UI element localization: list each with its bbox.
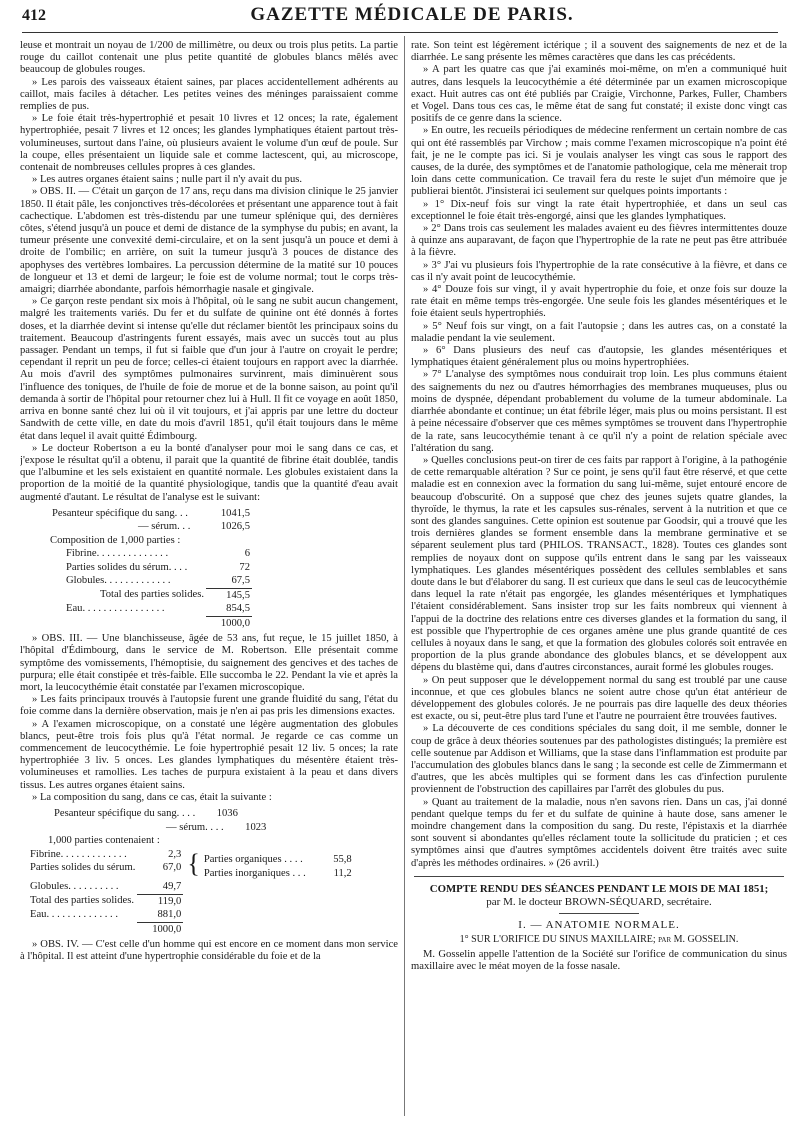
paragraph: M. Gosselin appelle l'attention de la Société sur l'orifice de communication du sinus maxillaire avec le méat moyen de la fosse nasale. <box>411 949 787 973</box>
report-byline: par M. le docteur BROWN-SÉQUARD, secrétaire. <box>486 895 712 908</box>
paragraph: » On peut supposer que le développement normal du sang est troublé par une cause inconnue, et que ces globules blancs ne soient autre chose qu'un état antérieur de développement des globules colorés. Je ne pourrais pas dire laquelle des deux théories est exacte, ou si, peut-être plus tard l'une et l'autre ne pourraient être trouvées fautives. <box>411 674 787 723</box>
paragraph-obs-4: » OBS. IV. — C'est celle d'un homme qui est encore en ce moment dans mon service à l'hôpital. Il est atteint d'une hypertrophie considérable du foie et de la <box>20 939 398 963</box>
journal-title: GAZETTE MÉDICALE DE PARIS. <box>250 4 574 25</box>
table-value: 6 <box>244 548 250 560</box>
table-label: Total des parties solides. <box>30 895 134 907</box>
paragraph-obs-3: » OBS. III. — Une blanchisseuse, âgée de 53 ans, fut reçue, le 15 juillet 1850, à l'hôpital d'Édimbourg, dans le service de M. Robertson. Elle présentait comme symptôme des vomissements, l'hémoptisie, du saignement des gencives et des taches de purpura; elle était constipée et très-faible. Elle succomba le 22. Pendant la vie et après la mort, la leucocythémie était constatée par l'examen microscopique. <box>20 633 398 694</box>
paragraph: » Quant au traitement de la maladie, nous n'en savons rien. Dans un cas, j'ai donné pendant quelque temps du fer et du sulfate de quinine à haute dose, sans amener le moindre changement dans la composition du sang. Du reste, l'épistaxis et la diarrhée sont souvent si abondantes qu'elles réclament toute la sollicitude du praticien ; et ces symptômes ainsi que d'autres symptômes accidentels doivent être traités avec suite d'après les méthodes ordinaires. » (26 avril.) <box>411 796 787 869</box>
paragraph: » 3° J'ai vu plusieurs fois l'hypertrophie de la rate consécutive à la fièvre, et dans ce cas il n'y avait point de leucocythémie. <box>411 259 787 283</box>
paragraph: » Les autres organes étaient sains ; nulle part il n'y avait du pus. <box>32 174 303 186</box>
paragraph: » 4° Douze fois sur vingt, il y avait hypertrophie du foie, et onze fois sur douze la rate était en même temps très-engorgée. Une seule fois les glandes mésentériques et le foie étaient seuls hypertrophiés. <box>411 284 787 320</box>
table-label: Eau. . . . . . . . . . . . . . <box>30 909 118 921</box>
table-label <box>28 807 356 821</box>
paragraph-obs-2: » OBS. II. — C'était un garçon de 17 ans, reçu dans ma division clinique le 25 janvier 1850. Il était pâle, les conjonctives très-décolorées et présentant une apparence tout à fait cachectique. L'abdomen est très-distendu par une tumeur splénique qui, des dernières côtes, s'étend jusqu'à un pouce et demi de distance de la symphyse du pubis; en avant, la tumeur présente une convexité demi-circulaire, et on la sent jusqu'à un pouce et demi à droite de l'ombilic; en arrière, on suit la tumeur jusqu'à 3 pouces de distance des apophyses des vertèbres lombaires. La percussion détermine de la matité sur 10 pouces de longueur et 13 et demi de largeur; le foie est de volume normal; tout le corps très-amaigri; diarrhée abondante, parfois hémorrhagie nasale et gingivale. <box>20 186 398 296</box>
left-column <box>20 40 398 1115</box>
table-label: Parties solides du sérum. . . . <box>66 561 188 573</box>
table-value: 145,5 <box>206 588 252 602</box>
short-divider <box>559 913 639 914</box>
table-value: 1000,0 <box>206 616 252 630</box>
page-number: 412 <box>22 7 46 24</box>
paragraph: » Les parois des vaisseaux étaient saines, par places accidentellement adhérents au caillot, mais faciles à détacher. Les petites veines des méninges paraissaient comme remplies de pus. <box>20 76 398 113</box>
table-label: Parties inorganiques . . . <box>203 867 306 879</box>
paragraph: » 6° Dans plusieurs des neuf cas d'autopsie, les glandes mésentériques et lymphatiques étaient généralement plus ou moins hypertrophiées. <box>411 345 787 369</box>
table-value: 67,5 <box>231 575 250 587</box>
paragraph: » 1° Dix-neuf fois sur vingt la rate était hypertrophiée, et dans un seul cas exceptionnel le foie était très-engorgé, ainsi que les glandes lymphatiques. <box>411 198 787 222</box>
table-label: Pesanteur spécifique du sang. . . <box>52 507 188 519</box>
table-value: 67,0 <box>162 862 182 874</box>
table-subtitle: 1,000 parties contenaient : <box>48 835 160 847</box>
table-label: Parties organiques . . . . <box>203 854 303 866</box>
table-label: Fibrine. . . . . . . . . . . . . . <box>66 548 169 560</box>
table-label: — sérum. . . . <box>166 821 224 833</box>
paragraph: » Les faits principaux trouvés à l'autopsie furent une grande fluidité du sang, l'état du foie comme dans la dernière observation, mais je n'en ai pas pris les dimensions exactes. <box>20 694 398 718</box>
table-value: 119,0 <box>137 894 183 908</box>
table-label: Globules. . . . . . . . . . <box>30 881 119 893</box>
column-divider <box>404 36 405 1116</box>
table-value: 55,8 <box>333 854 352 866</box>
table-label: Pesanteur spécifique du sang. . . . <box>54 808 196 820</box>
paragraph: rate. Son teint est légèrement ictérique ; il a souvent des saignements de nez et de la diarrhée. Le sang présente les mêmes caractères que dans les cas précédents. <box>411 40 787 64</box>
right-column <box>411 40 787 1115</box>
table-value: 854,5 <box>226 603 250 615</box>
paragraph: » Le docteur Robertson a eu la bonté d'analyser pour moi le sang dans ce cas, et j'expose le résultat qu'il a obtenu, il parait que la quantité de fibrine était doublée, tandis que l'albumine et les sels existaient en quantité normale. Les globules existaient dans la proportion de la moitié de la quantité physiologique, tandis que la quantité d'eau avait augmenté d'autant. Le résultat de l'analyse est le suivant: <box>20 442 398 503</box>
table-label: Globules. . . . . . . . . . . . . <box>66 575 171 587</box>
paragraph: » A part les quatre cas que j'ai examinés moi-même, on m'en a communiqué huit autres, dans lesquels la leucocythémie a été déterminée par un examen microscopique exact. Huit autres cas ont été publiés par Craigie, Virchonne, Parkes, Fuller, Chambers et Vogel. Dans tous ces cas, le même état de sang fut constaté; il existe donc vingt cas positifs de ce genre dans la science. <box>411 64 787 125</box>
paragraph: » Quelles conclusions peut-on tirer de ces faits par rapport à l'origine, à la pathogénie de cette remarquable altération ? Sur ce point, je sens qu'il faut être réservé, et que cette maladie est en connexion avec la formation du sang lui-même, sujet entouré encore de beaucoup d'obscurité. On a supposé que chez des jeunes sujets quatre glandes, la thyroïde, le thymus, la rate et les capsules sus-rénales, servent à la nutrition et que ce sont des glandes sanguines. Cette opinion est soutenue par Goodsir, qui a trouvé que les trois dernières glandes se forment ensemble dans la membrane germinative et se séparent seulement plus tard (PHILOS. TRANSACT., 1828). Toutes ces glandes sont remplies de noyaux dont on suppose qu'ils entrent dans le sang par les vaisseaux lymphatiques. Les glandes mésentériques possèdent des cellules semblables et sans doute dans le but d'élaborer du sang. Il est curieux que dans le seul cas de leucocythémie dans lequel la rate n'était pas engorgée, les glandes mésentériques et lymphatiques l'étaient considérablement. Sans insister trop sur les faits nombreux qui viennent à l'appui de la doctrine des relations entre ces diverses glandes et la formation du sang, il est possible que l'hypertrophie de ces organes amène une plus grande quantité de ces cellules à noyaux dans le sang, et que la formation des globules colorés soit entravée en proportion de la plus grande abondance des globules blancs, et se développent aux dépens du blastème qui, dans d'autres circonstances, aurait formé les globules rouges. <box>411 454 787 674</box>
table-value: 11,2 <box>333 867 352 879</box>
table-label: Parties solides du sérum. <box>30 862 136 874</box>
blood-analysis-table-1 <box>50 507 252 631</box>
table-label: Total des parties solides. <box>100 589 204 601</box>
brace-glyph: { <box>187 849 200 879</box>
paragraph: » A l'examen microscopique, on a constaté une légère augmentation des globules blancs, peut-être trois fois plus qu'à l'état normal. Je regarde ce cas comme un commencement de leucocythémie. Le foie hypertrophié pesait 12 liv. 5 onces; la rate hypertrophiée 3 liv. 5 onces. Les glandes lymphatiques du mésentère étaient très-volumineuses et ramollies. Les taches de purpura existaient à la peau et dans divers tissus. Les autres organes étaient sains. <box>20 718 398 791</box>
table-value: 72 <box>239 561 250 573</box>
paragraph: » La composition du sang, dans ce cas, était la suivante : <box>32 791 272 803</box>
paragraph: » En outre, les recueils périodiques de médecine renferment un certain nombre de cas qui ont été rassemblés par Virchow ; mais comme l'examen microscopique n'a point été fait, je ne le compte pas ici. Si je voulais analyser les vingt cas sous le rapport des causes, de la durée, des symptômes et de l'anatomie pathologique, cela me mènerait trop loin dans cette communication. Ce travail fera du reste le sujet d'un mémoire que je publierai bientôt. J'insisterai ici seulement sur quelques points importants : <box>411 125 787 198</box>
table-label: Fibrine. . . . . . . . . . . . . <box>30 848 127 860</box>
subsection-title: 1° SUR L'ORIFICE DU SINUS MAXILLAIRE; par M. GOSSELIN. <box>459 933 739 945</box>
table-subtitle: Composition de 1,000 parties : <box>50 534 181 546</box>
sub-table <box>185 849 353 880</box>
table-value: 2,3 <box>168 848 182 860</box>
paragraph: » 5° Neuf fois sur vingt, on a fait l'autopsie ; dans les autres cas, on a constaté la maladie pendant la vie seulement. <box>411 320 787 344</box>
table-value: 49,7 <box>162 881 182 893</box>
table-value: 1036 <box>216 808 238 820</box>
paragraph: » 2° Dans trois cas seulement les malades avaient eu des fièvres intermittentes douze à quinze ans auparavant, de façon que l'hypertrophie de la rate ne peut pas être attribuée à la fièvre. <box>411 223 787 259</box>
blood-analysis-table-2 <box>28 807 356 936</box>
page-header <box>22 4 778 33</box>
table-label: Eau. . . . . . . . . . . . . . . . <box>66 603 165 615</box>
table-label: — sérum. . . <box>138 521 191 533</box>
table-value: 1041,5 <box>220 507 250 519</box>
section-title: I. — ANATOMIE NORMALE. <box>518 918 680 931</box>
paragraph: » Ce garçon reste pendant six mois à l'hôpital, où le sang ne subit aucun changement, malgré les traitements variés. Du fer et du sulfate de quinine ont été donnés à fortes doses, et la diarrhée devint si intense qu'elle dut réclamer bientôt les principaux soins du traitement. Beaucoup d'astringents furent essayés, mais avec un succès tout au plus passager. Pendant un temps, il fut si faible que d'un jour à l'autre on croyait le perdre; cependant il reprit un peu de force; celles-ci étaient toujours en rapport avec la diarrhée. Au mois d'avril des symptômes pulmonaires survinrent, mais diminuèrent sous l'influence des toniques, de l'huile de foie de morue et de la bonne saison, au point qu'il demanda à sortir de l'hôpital pour retourner chez lui à Hull. Il fit ce voyage en août 1850, arriva en bonne santé chez lui où il vit toujours, et j'ai appris par une lettre du docteur Sandwith de cette ville, en date du mois d'avril 1851, qu'il était toujours dans le même état dans lequel il avait quitté Édimbourg. <box>20 296 398 442</box>
table-value: 1026,5 <box>220 521 250 533</box>
table-value: 1000,0 <box>137 922 183 936</box>
report-title: COMPTE RENDU DES SÉANCES PENDANT LE MOIS DE MAI 1851; <box>429 883 769 896</box>
paragraph: leuse et montrait un noyau de 1/200 de millimètre, ou deux ou trois plus petits. La partie rouge du caillot contenait une plus petite quantité de globules blancs mêlés avec beaucoup de globules rouges. <box>20 40 398 76</box>
section-divider <box>414 876 784 878</box>
table-value: 1023 <box>245 821 267 833</box>
paragraph: » Le foie était très-hypertrophié et pesait 10 livres et 12 onces; la rate, également hypertrophiée, pesait 7 livres et 12 onces; les glandes lymphatiques étaient partout très-volumineuses, surtout dans l'aine, où plusieurs avaient le volume d'un œuf de poule. Sur la coupe, elles présentaient un liquide sale et comme lactescent, qui, au microscope, contenait de nombreuses cellules propres à ces glandes. <box>20 113 398 174</box>
paragraph: » La découverte de ces conditions spéciales du sang doit, il me semble, donner le coup de grâce à deux théories soutenues par des pathologistes distingués; la première est celle soutenue par Addison et Williams, que la stase dans l'inflammation est produite par l'accumulation des globules blancs dans le sang ; la seconde est celle de Zimmermann et d'autres, que les abcès multiples qui se forment dans les cas d'infection purulente proviennent de l'obstruction des capillaires par l'arrêt des globules du pus. <box>411 723 787 796</box>
paragraph: » 7° L'analyse des symptômes nous conduirait trop loin. Les plus communs étaient des saignements du nez ou d'autres hémorrhagies des membranes muqueuses, plus ou moins de dyspnée, dépendant probablement du volume de la tumeur abdominale. La diarrhée abondante et continue; un état fébrile léger, mais plus ou moins persistant. Il est à peine nécessaire d'observer que ces mêmes symptômes se trouvent dans l'hypertrophie de la rate, sans leucocythémie tenant à ce qu'il n'y a point de relation spéciale avec l'altération du sang. <box>411 369 787 454</box>
table-value: 881,0 <box>157 909 182 921</box>
